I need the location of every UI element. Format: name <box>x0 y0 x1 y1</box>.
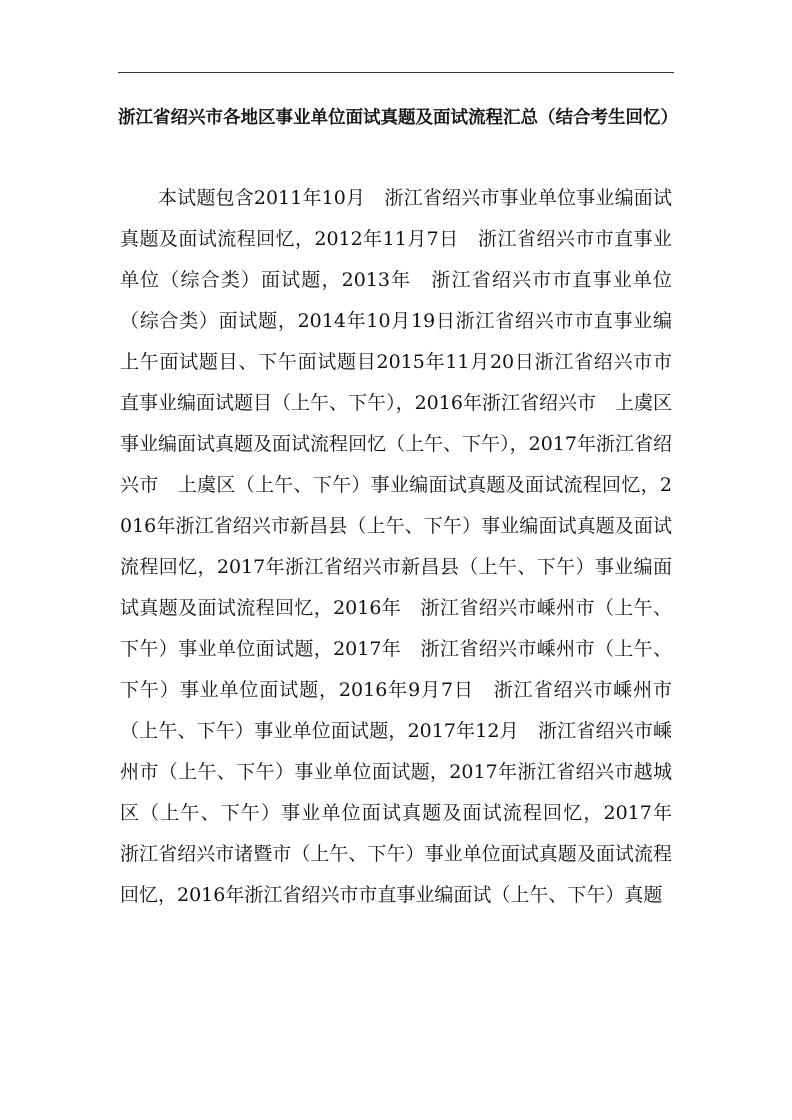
body-paragraph: 本试题包含2011年10月 浙江省绍兴市事业单位事业编面试真题及面试流程回忆，2012年11月7日 浙江省绍兴市市直事业单位（综合类）面试题，2013年 浙江省绍兴市市直事业单位（综合类）面试题，2014年10月19日浙江省绍兴市市直事业编上午面试题目、下午面试题目2015年11月20日浙江省绍兴市市直事业编面试题目（上午、下午），2016年浙江省绍兴市 上虞区事业编面试真题及面试流程回忆（上午、下午），2017年浙江省绍兴市 上虞区（上午、下午）事业编面试真题及面试流程回忆，2016年浙江省绍兴市新昌县（上午、下午）事业编面试真题及面试流程回忆，2017年浙江省绍兴市新昌县（上午、下午）事业编面试真题及面试流程回忆，2016年 浙江省绍兴市嵊州市（上午、下午）事业单位面试题，2017年 浙江省绍兴市嵊州市（上午、下午）事业单位面试题，2016年9月7日 浙江省绍兴市嵊州市（上午、下午）事业单位面试题，2017年12月 浙江省绍兴市嵊州市（上午、下午）事业单位面试题，2017年浙江省绍兴市越城区（上午、下午）事业单位面试真题及面试流程回忆，2017年 浙江省绍兴市诸暨市（上午、下午）事业单位面试真题及面试流程回忆，2016年浙江省绍兴市市直事业编面试（上午、下午）真题 <box>120 187 692 906</box>
header-rule <box>118 72 674 73</box>
document-title: 浙江省绍兴市各地区事业单位面试真题及面试流程汇总（结合考生回忆） <box>118 108 678 128</box>
